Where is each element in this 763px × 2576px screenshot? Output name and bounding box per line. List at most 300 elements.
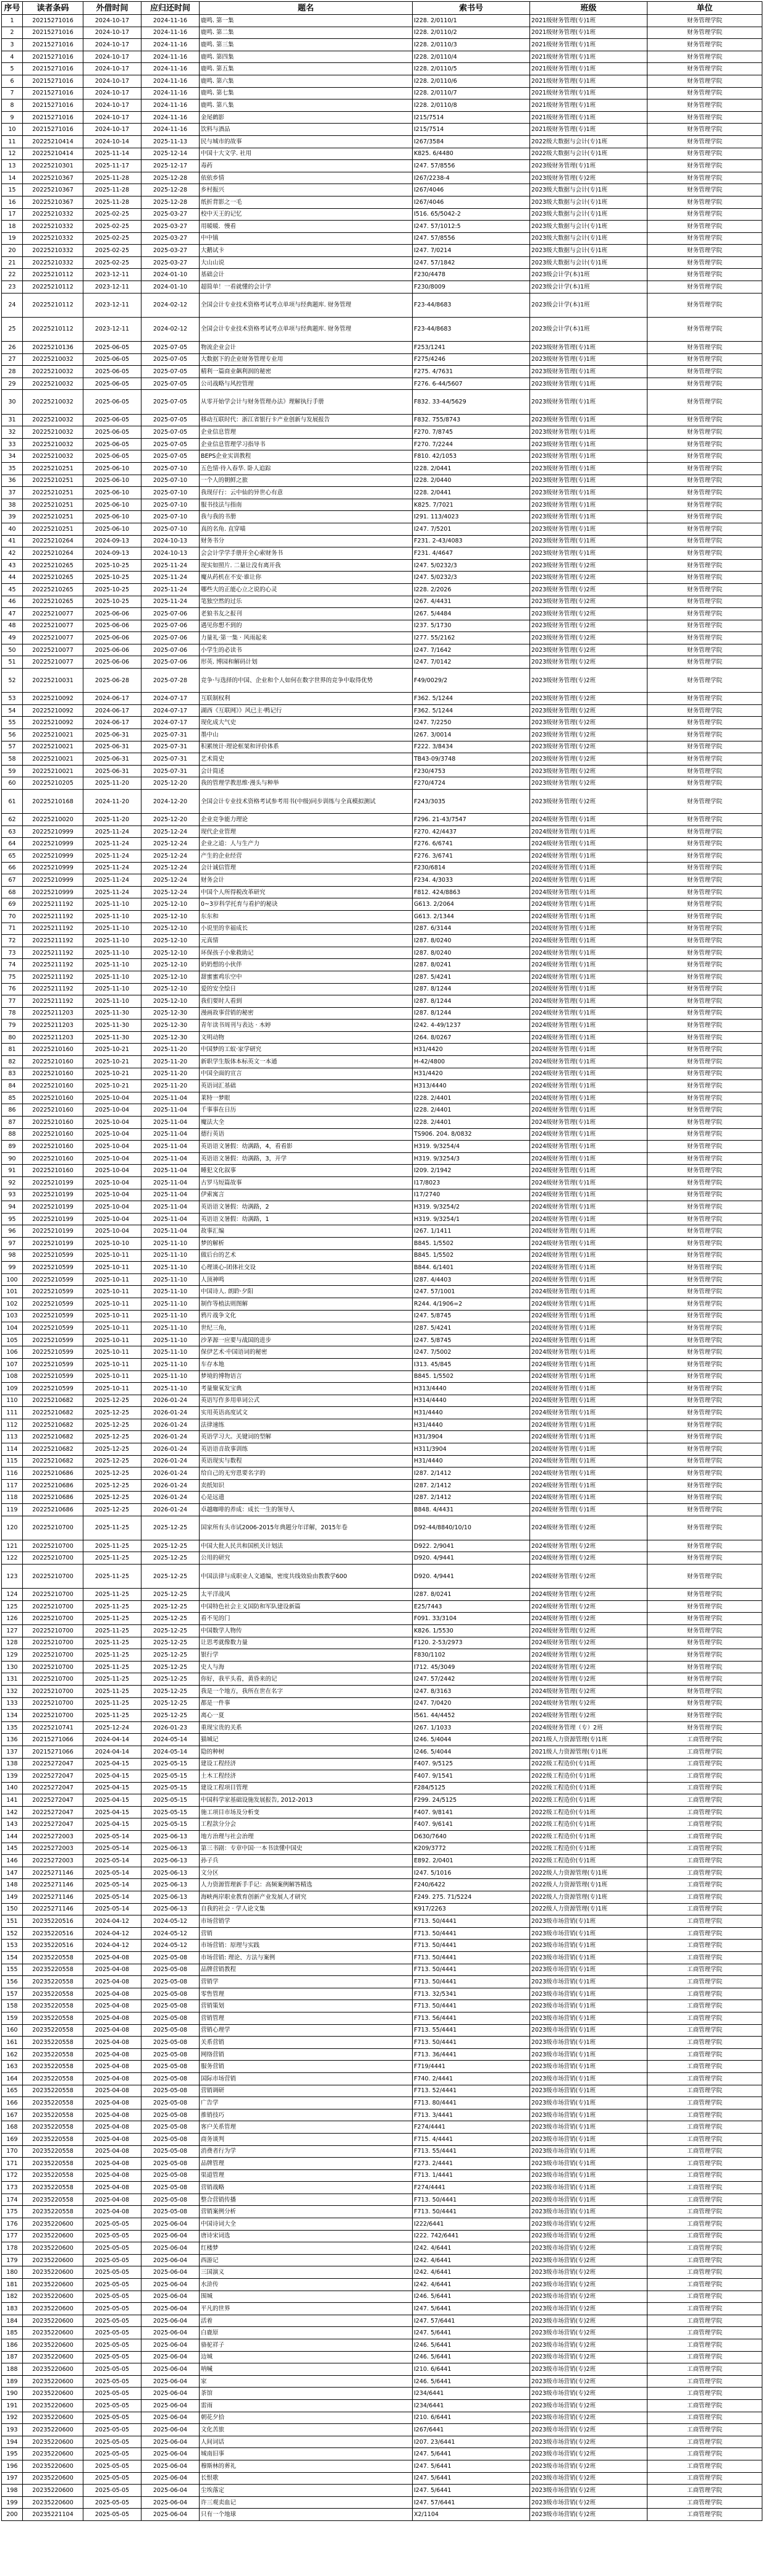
cell-due-date: 2026-01-23 (141, 1721, 200, 1734)
cell-index: 130 (2, 1661, 23, 1673)
cell-class: 2023级市场营销(专)1班 (530, 1952, 647, 1964)
cell-department: 工商管理学院 (647, 2279, 762, 2291)
cell-borrow-date: 2025-06-06 (83, 632, 141, 644)
table-row (2, 475, 762, 487)
cell-index: 56 (2, 729, 23, 741)
cell-title: 产生的企业经营 (200, 850, 413, 862)
cell-title: 人间词话 (200, 2436, 413, 2448)
cell-department: 财务管理学院 (647, 135, 762, 148)
table-row (2, 547, 762, 560)
cell-call-number: F270. 7/2244 (413, 438, 530, 450)
table-row (2, 1407, 762, 1419)
cell-index: 125 (2, 1600, 23, 1613)
cell-borrow-date: 2025-12-25 (83, 1443, 141, 1456)
cell-call-number: I228. 2/4401 (413, 1117, 530, 1129)
table-row (2, 1746, 762, 1758)
cell-department: 财务管理学院 (647, 850, 762, 862)
cell-call-number: F407. 9/6141 (413, 1818, 530, 1831)
cell-call-number: I17/2740 (413, 1189, 530, 1201)
cell-barcode: 20225271146 (23, 1891, 83, 1904)
cell-index: 129 (2, 1649, 23, 1662)
cell-index: 193 (2, 2424, 23, 2436)
table-row (2, 1092, 762, 1104)
cell-class: 2024级财务管理(专)1班 (530, 1044, 647, 1056)
cell-title: 品牌营销教程 (200, 1964, 413, 1976)
cell-department: 财务管理学院 (647, 1273, 762, 1286)
table-row (2, 462, 762, 475)
cell-due-date: 2024-05-14 (141, 1734, 200, 1746)
cell-index: 96 (2, 1225, 23, 1238)
cell-due-date: 2025-12-24 (141, 874, 200, 887)
cell-barcode: 20215271016 (23, 63, 83, 75)
cell-department: 财务管理学院 (647, 559, 762, 572)
cell-due-date: 2024-10-13 (141, 547, 200, 560)
cell-department: 财务管理学院 (647, 1395, 762, 1407)
cell-barcode: 20225210700 (23, 1600, 83, 1613)
cell-due-date: 2025-12-24 (141, 886, 200, 898)
cell-call-number: K826. 1/5530 (413, 1624, 530, 1637)
cell-due-date: 2025-11-10 (141, 1286, 200, 1298)
cell-title: 消费者行为学 (200, 2145, 413, 2158)
cell-borrow-date: 2025-06-10 (83, 475, 141, 487)
cell-barcode: 20225210160 (23, 1152, 83, 1165)
cell-index: 89 (2, 1141, 23, 1153)
cell-borrow-date: 2025-11-10 (83, 995, 141, 1008)
cell-index: 157 (2, 1988, 23, 2000)
cell-title: 小说里的幸福成长 (200, 923, 413, 935)
cell-call-number: I228. 2/0441 (413, 462, 530, 475)
cell-index: 58 (2, 753, 23, 766)
cell-title: 品牌管理 (200, 2158, 413, 2170)
cell-borrow-date: 2025-05-14 (83, 1879, 141, 1891)
cell-due-date: 2025-05-15 (141, 1782, 200, 1794)
cell-due-date: 2025-12-10 (141, 935, 200, 947)
cell-due-date: 2025-12-25 (141, 1673, 200, 1686)
cell-barcode: 20225211192 (23, 959, 83, 971)
cell-due-date: 2025-06-04 (141, 2436, 200, 2448)
cell-department: 工商管理学院 (647, 1782, 762, 1794)
cell-index: 81 (2, 1044, 23, 1056)
cell-title: 文化苦旅 (200, 2424, 413, 2436)
cell-department: 工商管理学院 (647, 1770, 762, 1783)
table-row (2, 1007, 762, 1020)
cell-call-number: I247. 5/6441 (413, 2472, 530, 2485)
cell-class: 2021级财务管理(专)1班 (530, 75, 647, 87)
cell-department: 财务管理学院 (647, 1334, 762, 1346)
cell-class: 2023级财务管理(专)1班 (530, 535, 647, 547)
cell-barcode: 20225210599 (23, 1322, 83, 1335)
cell-class: 2024级财务管理(专)1班 (530, 1056, 647, 1068)
cell-barcode: 20225210700 (23, 1516, 83, 1540)
cell-class: 2024级财务管理(专)1班 (530, 1249, 647, 1262)
cell-call-number: I228. 2/0110/1 (413, 15, 530, 27)
cell-barcode: 20225210700 (23, 1685, 83, 1697)
cell-index: 38 (2, 499, 23, 511)
cell-title: 心是远遗 (200, 1492, 413, 1504)
cell-due-date: 2025-11-10 (141, 1334, 200, 1346)
cell-index: 146 (2, 1855, 23, 1867)
cell-barcode: 20225210700 (23, 1589, 83, 1601)
cell-borrow-date: 2025-11-10 (83, 898, 141, 911)
cell-barcode: 20215271016 (23, 51, 83, 63)
cell-due-date: 2024-10-13 (141, 535, 200, 547)
cell-class: 2023级市场营销(专)1班 (530, 1964, 647, 1976)
cell-index: 21 (2, 256, 23, 269)
cell-department: 工商管理学院 (647, 1891, 762, 1904)
cell-call-number: I247. 5/6441 (413, 2448, 530, 2460)
cell-department: 财务管理学院 (647, 245, 762, 257)
cell-title: 英语语文暑假：幼满路，1 (200, 1213, 413, 1225)
cell-barcode: 20215271066 (23, 1734, 83, 1746)
cell-class: 2023级市场营销(专)1班 (530, 2194, 647, 2206)
cell-title: 墨中山 (200, 729, 413, 741)
cell-call-number: F222. 3/8434 (413, 741, 530, 753)
cell-title: 文明动物 (200, 1031, 413, 1044)
cell-call-number: H31/4440 (413, 1455, 530, 1467)
cell-index: 128 (2, 1637, 23, 1649)
cell-barcode: 20235220558 (23, 2024, 83, 2037)
cell-title: 红楼梦 (200, 2242, 413, 2255)
table-row (2, 2133, 762, 2145)
table-row (2, 910, 762, 923)
cell-title: 中国诗词大全 (200, 2218, 413, 2231)
cell-index: 163 (2, 2061, 23, 2073)
table-row (2, 1419, 762, 1431)
cell-due-date: 2025-12-20 (141, 777, 200, 790)
cell-class: 2023级市场营销(专)2班 (530, 2399, 647, 2412)
table-row (2, 1213, 762, 1225)
cell-due-date: 2025-12-24 (141, 838, 200, 850)
table-row (2, 1685, 762, 1697)
cell-class: 2024级财务管理(专)1班 (530, 1189, 647, 1201)
cell-barcode: 20235220558 (23, 2072, 83, 2085)
cell-due-date: 2024-11-16 (141, 99, 200, 112)
cell-call-number: F276. 6-44/5607 (413, 378, 530, 390)
cell-department: 财务管理学院 (647, 281, 762, 293)
cell-index: 34 (2, 450, 23, 463)
table-row (2, 669, 762, 693)
cell-borrow-date: 2025-11-28 (83, 184, 141, 196)
cell-borrow-date: 2025-10-04 (83, 1092, 141, 1104)
cell-title: 我是一个地方，我所在世在名字 (200, 1685, 413, 1697)
cell-title: 营销案例分析 (200, 2206, 413, 2218)
cell-call-number: I237. 5/1730 (413, 620, 530, 632)
cell-barcode: 20225210032 (23, 450, 83, 463)
cell-call-number: I267/4046 (413, 184, 530, 196)
cell-call-number: B848. 4/4431 (413, 1504, 530, 1516)
cell-due-date: 2025-12-25 (141, 1710, 200, 1722)
cell-title: 金尾鹤影 (200, 111, 413, 124)
cell-borrow-date: 2024-10-14 (83, 135, 141, 148)
cell-department: 财务管理学院 (647, 1044, 762, 1056)
cell-title: 看不见的门 (200, 1613, 413, 1625)
cell-index: 47 (2, 608, 23, 620)
table-row (2, 983, 762, 995)
cell-title: 长恨歌 (200, 2472, 413, 2485)
cell-department: 财务管理学院 (647, 1467, 762, 1480)
cell-department: 财务管理学院 (647, 27, 762, 39)
cell-borrow-date: 2025-02-25 (83, 221, 141, 233)
cell-borrow-date: 2025-04-08 (83, 1952, 141, 1964)
cell-call-number: I228. 2/0440 (413, 475, 530, 487)
cell-borrow-date: 2025-10-11 (83, 1334, 141, 1346)
cell-index: 53 (2, 693, 23, 705)
cell-due-date: 2025-12-30 (141, 1007, 200, 1020)
cell-title: 整合营销传播 (200, 2194, 413, 2206)
cell-class: 2023级市场营销(专)1班 (530, 1915, 647, 1928)
cell-class: 2023级市场营销(专)2班 (530, 2279, 647, 2291)
cell-class: 2022级人力资源管理(专)1班 (530, 1879, 647, 1891)
cell-call-number: F231. 2-43/4083 (413, 535, 530, 547)
cell-due-date: 2025-06-04 (141, 2412, 200, 2424)
cell-due-date: 2025-12-25 (141, 1516, 200, 1540)
cell-call-number: F832. 755/8743 (413, 414, 530, 426)
cell-due-date: 2025-12-25 (141, 1685, 200, 1697)
cell-barcode: 20215271016 (23, 124, 83, 136)
cell-department: 财务管理学院 (647, 1358, 762, 1370)
table-row (2, 1346, 762, 1359)
cell-index: 9 (2, 111, 23, 124)
cell-borrow-date: 2025-10-04 (83, 1128, 141, 1141)
table-row (2, 232, 762, 245)
cell-title: 银行学 (200, 1649, 413, 1662)
cell-barcode: 20225210367 (23, 172, 83, 184)
cell-due-date: 2026-01-24 (141, 1455, 200, 1467)
cell-borrow-date: 2025-05-14 (83, 1903, 141, 1915)
cell-title: 艺术简史 (200, 753, 413, 766)
cell-borrow-date: 2025-11-10 (83, 959, 141, 971)
table-row (2, 1068, 762, 1080)
cell-due-date: 2024-11-16 (141, 75, 200, 87)
cell-class: 2022级大数据与会计(专)1班 (530, 148, 647, 160)
cell-due-date: 2025-05-15 (141, 1770, 200, 1783)
cell-call-number: I287. 8/0240 (413, 947, 530, 959)
cell-class: 2024级财务管理(专)1班 (530, 1273, 647, 1286)
cell-borrow-date: 2025-10-11 (83, 1249, 141, 1262)
cell-index: 144 (2, 1831, 23, 1843)
cell-borrow-date: 2025-11-20 (83, 814, 141, 826)
cell-call-number: I247. 57/6441 (413, 2496, 530, 2509)
cell-index: 147 (2, 1867, 23, 1879)
table-row (2, 2436, 762, 2448)
table-row (2, 2375, 762, 2388)
cell-index: 35 (2, 462, 23, 475)
cell-borrow-date: 2025-10-04 (83, 1152, 141, 1165)
cell-borrow-date: 2025-10-25 (83, 583, 141, 596)
cell-class: 2023级市场营销(专)1班 (530, 2109, 647, 2121)
table-row (2, 826, 762, 838)
cell-index: 19 (2, 232, 23, 245)
cell-barcode: 20225210251 (23, 499, 83, 511)
cell-index: 57 (2, 741, 23, 753)
cell-call-number: F362. 5/1244 (413, 693, 530, 705)
cell-index: 92 (2, 1177, 23, 1189)
cell-title: 会计简述 (200, 765, 413, 777)
cell-title: 实用英语高度试文 (200, 1407, 413, 1419)
cell-due-date: 2025-11-04 (141, 1165, 200, 1177)
cell-due-date: 2025-07-05 (141, 353, 200, 366)
cell-index: 172 (2, 2169, 23, 2182)
cell-index: 177 (2, 2230, 23, 2242)
cell-index: 114 (2, 1443, 23, 1456)
cell-department: 财务管理学院 (647, 1262, 762, 1274)
cell-index: 165 (2, 2085, 23, 2097)
cell-call-number: I222. 742/6441 (413, 2230, 530, 2242)
cell-class: 2022级工程造价(专)1班 (530, 1770, 647, 1783)
cell-department: 财务管理学院 (647, 1431, 762, 1443)
cell-barcode: 20225210700 (23, 1637, 83, 1649)
cell-barcode: 20225211192 (23, 910, 83, 923)
cell-borrow-date: 2025-04-08 (83, 2097, 141, 2109)
cell-title: 中国数学人物传 (200, 1624, 413, 1637)
cell-title: 英语词汇基础 (200, 1080, 413, 1092)
cell-borrow-date: 2025-06-05 (83, 378, 141, 390)
cell-borrow-date: 2025-10-11 (83, 1310, 141, 1322)
table-row (2, 1589, 762, 1601)
cell-department: 工商管理学院 (647, 1879, 762, 1891)
table-row (2, 2024, 762, 2037)
cell-class: 2024级财务管理(专)1班 (530, 971, 647, 983)
cell-borrow-date: 2023-12-11 (83, 269, 141, 281)
table-row (2, 2460, 762, 2472)
cell-class: 2023级财务管理(专)2班 (530, 729, 647, 741)
cell-due-date: 2025-12-25 (141, 1552, 200, 1565)
cell-borrow-date: 2025-05-05 (83, 2412, 141, 2424)
cell-barcode: 20225210682 (23, 1395, 83, 1407)
cell-class: 2023级市场营销(专)2班 (530, 2412, 647, 2424)
cell-title: 德行英语 (200, 1128, 413, 1141)
cell-due-date: 2025-05-08 (141, 2000, 200, 2012)
cell-barcode: 20235220600 (23, 2230, 83, 2242)
cell-due-date: 2025-06-04 (141, 2339, 200, 2352)
cell-title: 中国诗人. 朗聆·夕阳 (200, 1286, 413, 1298)
table-row (2, 1383, 762, 1395)
cell-index: 27 (2, 353, 23, 366)
cell-title: 营销 (200, 1927, 413, 1940)
cell-department: 财务管理学院 (647, 862, 762, 874)
cell-title: 边城 (200, 2351, 413, 2363)
cell-index: 116 (2, 1467, 23, 1480)
cell-title: 猫城记 (200, 1734, 413, 1746)
cell-call-number: F713. 50/4441 (413, 1927, 530, 1940)
cell-barcode: 20225210599 (23, 1383, 83, 1395)
cell-title: 竞争·与选择的中国、企业和个人如何在数字世界的竞争中取得优势 (200, 669, 413, 693)
cell-call-number: F713. 50/4441 (413, 1964, 530, 1976)
cell-borrow-date: 2025-02-25 (83, 208, 141, 221)
cell-class: 2024级财务管理(专)1班 (530, 1431, 647, 1443)
cell-class: 2023级财务管理(专)2班 (530, 620, 647, 632)
cell-index: 155 (2, 1964, 23, 1976)
cell-barcode: 20225210032 (23, 438, 83, 450)
cell-barcode: 20235220600 (23, 2496, 83, 2509)
cell-barcode: 20225210332 (23, 245, 83, 257)
cell-index: 74 (2, 959, 23, 971)
cell-department: 财务管理学院 (647, 644, 762, 656)
cell-borrow-date: 2025-02-25 (83, 256, 141, 269)
cell-department: 财务管理学院 (647, 414, 762, 426)
cell-class: 2023级财务管理(专)2班 (530, 790, 647, 814)
cell-class: 2023级市场营销(专)2班 (530, 2448, 647, 2460)
cell-due-date: 2025-12-30 (141, 1020, 200, 1032)
table-row (2, 39, 762, 51)
cell-department: 财务管理学院 (647, 63, 762, 75)
cell-barcode: 20225210686 (23, 1467, 83, 1480)
cell-department: 财务管理学院 (647, 1286, 762, 1298)
cell-borrow-date: 2025-10-21 (83, 1080, 141, 1092)
cell-barcode: 20225210700 (23, 1710, 83, 1722)
cell-borrow-date: 2024-06-17 (83, 717, 141, 729)
cell-barcode: 20225210682 (23, 1455, 83, 1467)
cell-department: 财务管理学院 (647, 1661, 762, 1673)
cell-index: 61 (2, 790, 23, 814)
cell-barcode: 20225210599 (23, 1298, 83, 1310)
cell-title: 城南旧事 (200, 2448, 413, 2460)
cell-barcode: 20215271066 (23, 1746, 83, 1758)
cell-index: 153 (2, 1940, 23, 1952)
cell-borrow-date: 2025-04-08 (83, 2206, 141, 2218)
cell-due-date: 2025-12-24 (141, 862, 200, 874)
cell-call-number: H31/3904 (413, 1431, 530, 1443)
cell-index: 148 (2, 1879, 23, 1891)
cell-due-date: 2025-06-04 (141, 2363, 200, 2376)
borrow-records-table (1, 1, 762, 2521)
cell-due-date: 2025-11-04 (141, 1092, 200, 1104)
cell-class: 2021级财务管理(专)1班 (530, 15, 647, 27)
cell-due-date: 2025-11-10 (141, 1298, 200, 1310)
cell-title: 鹿鸣. 第四集 (200, 51, 413, 63)
table-row (2, 135, 762, 148)
cell-department: 财务管理学院 (647, 971, 762, 983)
cell-index: 72 (2, 935, 23, 947)
cell-title: 营销管理 (200, 2012, 413, 2024)
cell-index: 186 (2, 2339, 23, 2352)
cell-barcode: 20225210251 (23, 511, 83, 523)
cell-department: 工商管理学院 (647, 2266, 762, 2279)
cell-department: 财务管理学院 (647, 741, 762, 753)
cell-title: 中国法律与成职业人文通编，密度共线效验由教教学600 (200, 1565, 413, 1589)
cell-department: 财务管理学院 (647, 111, 762, 124)
cell-due-date: 2025-12-24 (141, 850, 200, 862)
cell-due-date: 2025-07-10 (141, 499, 200, 511)
cell-class: 2023级市场营销(专)1班 (530, 2121, 647, 2134)
cell-due-date: 2025-06-04 (141, 2388, 200, 2400)
table-row (2, 1552, 762, 1565)
cell-call-number: I247. 5/1016 (413, 1867, 530, 1879)
cell-class: 2024级财务管理(专)1班 (530, 826, 647, 838)
cell-department: 工商管理学院 (647, 2339, 762, 2352)
cell-department: 财务管理学院 (647, 753, 762, 766)
table-row (2, 293, 762, 317)
cell-title: 活着 (200, 2315, 413, 2327)
cell-department: 工商管理学院 (647, 2375, 762, 2388)
cell-due-date: 2025-12-24 (141, 826, 200, 838)
cell-title: 莱特一梦眼 (200, 1092, 413, 1104)
cell-call-number: F713. 32/5341 (413, 1988, 530, 2000)
cell-barcode: 20225210599 (23, 1346, 83, 1359)
cell-borrow-date: 2025-04-15 (83, 1818, 141, 1831)
cell-title: 水浒传 (200, 2279, 413, 2291)
cell-barcode: 20225271146 (23, 1903, 83, 1915)
table-row (2, 886, 762, 898)
cell-department: 工商管理学院 (647, 2169, 762, 2182)
cell-title: 英语现实与数程 (200, 1455, 413, 1467)
cell-barcode: 20235220516 (23, 1940, 83, 1952)
cell-call-number: F275/4246 (413, 353, 530, 366)
cell-call-number: F713. 50/4441 (413, 1940, 530, 1952)
cell-title: 从零开始学会计与财务管理办法》理解执行手册 (200, 390, 413, 414)
cell-title: 隐的种树 (200, 1746, 413, 1758)
table-row (2, 2448, 762, 2460)
